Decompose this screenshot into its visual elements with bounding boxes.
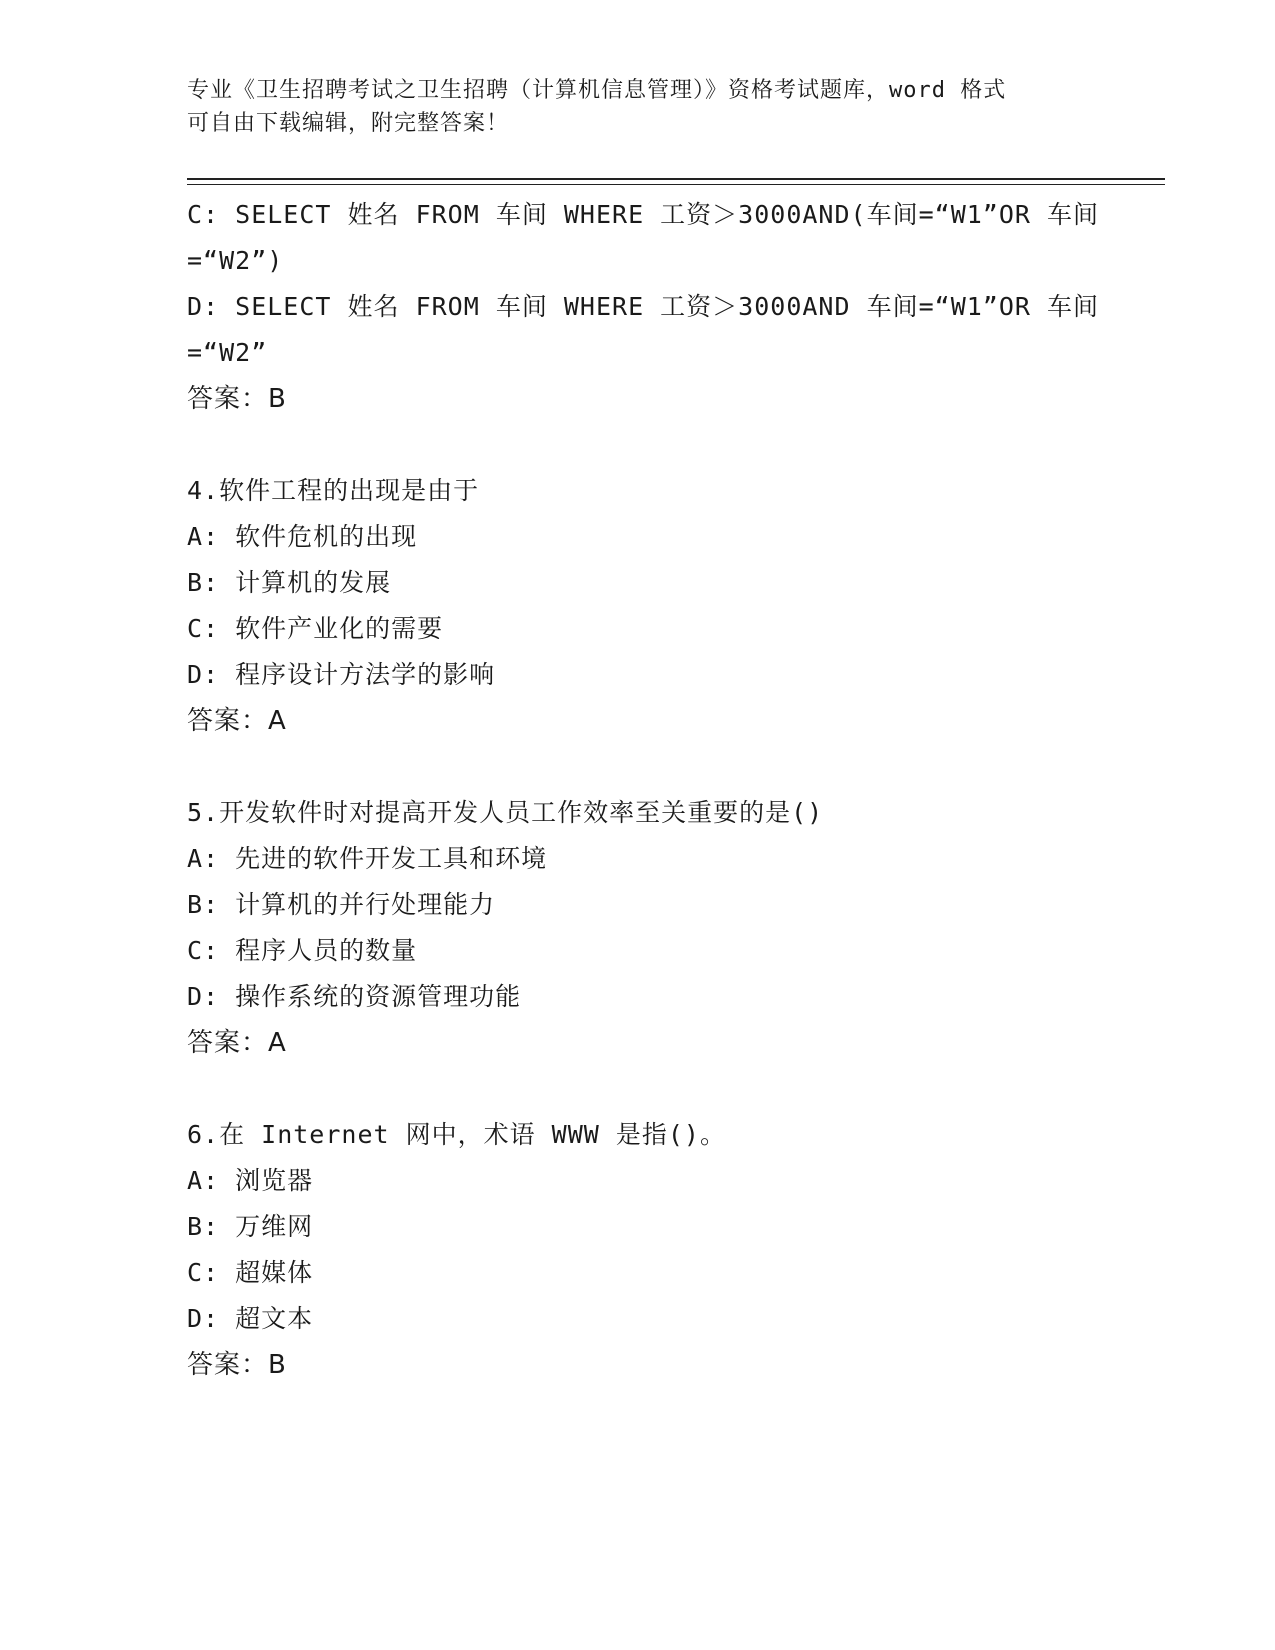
option-a: A: 浏览器 [187, 1166, 314, 1195]
option-d: D: 操作系统的资源管理功能 [187, 982, 522, 1011]
question-list [187, 192, 1187, 1388]
answer-line: 答案：B [187, 384, 287, 414]
document-header [187, 74, 1087, 140]
question-text: 4.软件工程的出现是由于 [187, 476, 480, 505]
option-d: D: 超文本 [187, 1304, 314, 1333]
option-d-line-2: =“W2” [187, 338, 268, 367]
option-b: B: 万维网 [187, 1212, 314, 1241]
option-a: A: 软件危机的出现 [187, 522, 418, 551]
option-c-line-1: C: SELECT 姓名 FROM 车间 WHERE 工资＞3000AND(车间=“W1”OR 车间 [187, 200, 1100, 229]
question-text: 6.在 Internet 网中，术语 WWW 是指()。 [187, 1120, 726, 1149]
option-d-line-1: D: SELECT 姓名 FROM 车间 WHERE 工资＞3000AND 车间=“W1”OR 车间 [187, 292, 1100, 321]
option-c: C: 软件产业化的需要 [187, 614, 444, 643]
header-rule-thin [187, 184, 1165, 185]
option-d: D: 程序设计方法学的影响 [187, 660, 496, 689]
question-block-3 [187, 192, 1187, 422]
question-block-6 [187, 1112, 1187, 1388]
option-b: B: 计算机的发展 [187, 568, 392, 597]
option-c: C: 程序人员的数量 [187, 936, 418, 965]
spacer [187, 1066, 1187, 1112]
option-b: B: 计算机的并行处理能力 [187, 890, 496, 919]
spacer [187, 744, 1187, 790]
question-text: 5.开发软件时对提高开发人员工作效率至关重要的是() [187, 798, 824, 827]
answer-line: 答案：A [187, 706, 287, 736]
spacer [187, 422, 1187, 468]
option-c-line-2: =“W2”) [187, 246, 284, 275]
question-block-4 [187, 468, 1187, 744]
header-line-2: 可自由下载编辑，附完整答案！ [187, 111, 510, 136]
answer-line: 答案：A [187, 1028, 287, 1058]
answer-line: 答案：B [187, 1350, 287, 1380]
question-block-5 [187, 790, 1187, 1066]
header-rule-thick [187, 178, 1165, 180]
header-line-1: 专业《卫生招聘考试之卫生招聘（计算机信息管理）》资格考试题库，word 格式 [187, 78, 1007, 103]
option-a: A: 先进的软件开发工具和环境 [187, 844, 548, 873]
option-c: C: 超媒体 [187, 1258, 314, 1287]
